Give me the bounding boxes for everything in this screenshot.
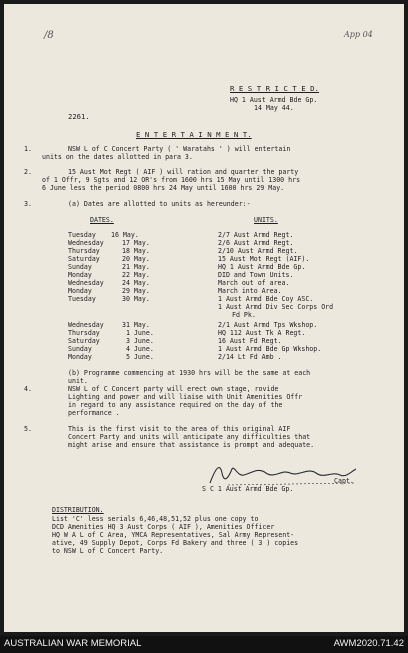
para-4-number: 4. — [24, 385, 32, 393]
schedule-unit: HQ 1 Aust Armd Bde Gp. — [218, 263, 306, 271]
para-2-line: 15 Aust Mot Regt ( AIF ) will ration and quarter the party — [68, 168, 299, 176]
schedule-unit: DID and Town Units. — [218, 271, 294, 279]
schedule-unit: 2/1 Aust Armd Tps Wkshop. — [218, 321, 318, 329]
schedule-unit: 1 Aust Armd Div Sec Corps Ord — [218, 303, 334, 311]
para-3b-line: (b) Programme commencing at 1930 hrs will be the same at each — [68, 369, 311, 377]
schedule-day: Thursday — [68, 247, 100, 255]
schedule-day: Tuesday — [68, 295, 96, 303]
schedule-date: 20 May. — [122, 255, 150, 263]
schedule-date: 17 May. — [122, 239, 150, 247]
para-4-line: NSW L of C Concert party will erect own stage, rovide — [68, 385, 279, 393]
distribution-heading: DISTRIBUTION. — [52, 506, 104, 514]
document-page — [4, 4, 404, 632]
para-3-number: 3. — [24, 200, 32, 208]
para-4-line: in regard to any assistance required on the day of the — [68, 401, 283, 409]
handwritten-mark-top-right: App 04 — [344, 30, 373, 39]
schedule-day: Wednesday — [68, 239, 104, 247]
schedule-date: 31 May. — [122, 321, 150, 329]
schedule-unit: Fd Pk. — [232, 311, 256, 319]
schedule-date: 18 May. — [122, 247, 150, 255]
dates-column-heading: DATES. — [90, 216, 114, 224]
para-4-line: performance . — [68, 409, 120, 417]
para-5-line: Concert Party and units will anticipate any difficulties that — [68, 433, 311, 441]
schedule-date: 22 May. — [122, 271, 150, 279]
document-title: E N T E R T A I N M E N T. — [136, 130, 252, 139]
schedule-day: Monday — [68, 287, 92, 295]
archive-footer — [0, 636, 408, 653]
schedule-date: 29 May. — [122, 287, 150, 295]
para-5-line: This is the first visit to the area of this original AIF — [68, 425, 291, 433]
para-3b-line: unit. — [68, 377, 88, 385]
schedule-unit: 16 Aust Fd Regt. — [218, 337, 282, 345]
schedule-date: 16 May. — [111, 231, 139, 239]
para-1-line: units on the dates allotted in para 3. — [42, 153, 193, 161]
schedule-unit: 2/7 Aust Armd Regt. — [218, 231, 294, 239]
para-5-number: 5. — [24, 425, 32, 433]
para-2-line: 6 June less the period 0800 hrs 24 May until 1600 hrs 29 May. — [42, 184, 285, 192]
footer-accession-number: AWM2020.71.42 — [333, 638, 404, 649]
schedule-unit: March out of area. — [218, 279, 290, 287]
classification-heading: R E S T R I C T E D. — [230, 84, 319, 93]
schedule-date: 24 May. — [122, 279, 150, 287]
schedule-unit: March into Area. — [218, 287, 282, 295]
hq-line: HQ 1 Aust Armd Bde Gp. — [230, 96, 318, 104]
schedule-date: 21 May. — [122, 263, 150, 271]
schedule-date: 4 June. — [126, 345, 154, 353]
para-1-line: NSW L of C Concert Party ( ' Waratahs ' ) will entertain — [68, 145, 291, 153]
schedule-date: 1 June. — [126, 329, 154, 337]
schedule-unit: 2/14 Lt Fd Amb . — [218, 353, 282, 361]
schedule-unit: 1 Aust Armd Bde Gp Wkshop. — [218, 345, 322, 353]
para-5-line: might arise and ensure that assistance is prompt and adequate. — [68, 441, 315, 449]
schedule-date: 30 May. — [122, 295, 150, 303]
schedule-day: Wednesday — [68, 279, 104, 287]
distribution-line: to NSW L of C Concert Party. — [52, 547, 164, 555]
signature-rank: Capt. — [334, 477, 354, 485]
schedule-day: Thursday — [68, 329, 100, 337]
para-1-number: 1. — [24, 145, 32, 153]
schedule-day: Saturday — [68, 337, 100, 345]
footer-institution: AUSTRALIAN WAR MEMORIAL — [4, 638, 142, 649]
schedule-day: Tuesday — [68, 231, 96, 239]
para-2-number: 2. — [24, 168, 32, 176]
schedule-day: Sunday — [68, 263, 92, 271]
schedule-date: 5 June. — [126, 353, 154, 361]
reference-number: 2261. — [68, 112, 90, 121]
schedule-unit: 1 Aust Armd Bde Coy ASC. — [218, 295, 314, 303]
schedule-day: Wednesday — [68, 321, 104, 329]
schedule-unit: 2/6 Aust Armd Regt. — [218, 239, 294, 247]
schedule-unit: 2/10 Aust Armd Regt. — [218, 247, 298, 255]
distribution-line: HQ W A L of C Area, YMCA Representatives, Sal Army Represent- — [52, 531, 295, 539]
signature-appointment: S C 1 Aust Armd Bde Gp. — [202, 485, 294, 493]
units-column-heading: UNITS. — [254, 216, 278, 224]
schedule-unit: HQ 112 Aust Tk A Regt. — [218, 329, 306, 337]
para-4-line: Lighting and power and will liaise with Unit Amenities Offr — [68, 393, 303, 401]
document-date: 14 May 44. — [254, 104, 294, 112]
schedule-day: Saturday — [68, 255, 100, 263]
distribution-line: ative, 49 Supply Depot, Corps Fd Bakery and three ( 3 ) copies — [52, 539, 299, 547]
schedule-day: Monday — [68, 271, 92, 279]
schedule-unit: 15 Aust Mot Regt (AIF). — [218, 255, 310, 263]
schedule-day: Sunday — [68, 345, 92, 353]
schedule-date: 3 June. — [126, 337, 154, 345]
schedule-day: Monday — [68, 353, 92, 361]
para-2-line: of 1 Offr, 9 Sgts and 12 OR's from 1600 hrs 15 May until 1300 hrs — [42, 176, 301, 184]
distribution-line: List 'C' less serials 6,46,48,51,52 plus one copy to — [52, 515, 259, 523]
para-3a: (a) Dates are allotted to units as hereunder:- — [68, 200, 251, 208]
distribution-line: DCD Amenities HQ 3 Aust Corps ( AIF ), Amenities Officer — [52, 523, 275, 531]
handwritten-mark-top-left: /8 — [44, 30, 54, 41]
